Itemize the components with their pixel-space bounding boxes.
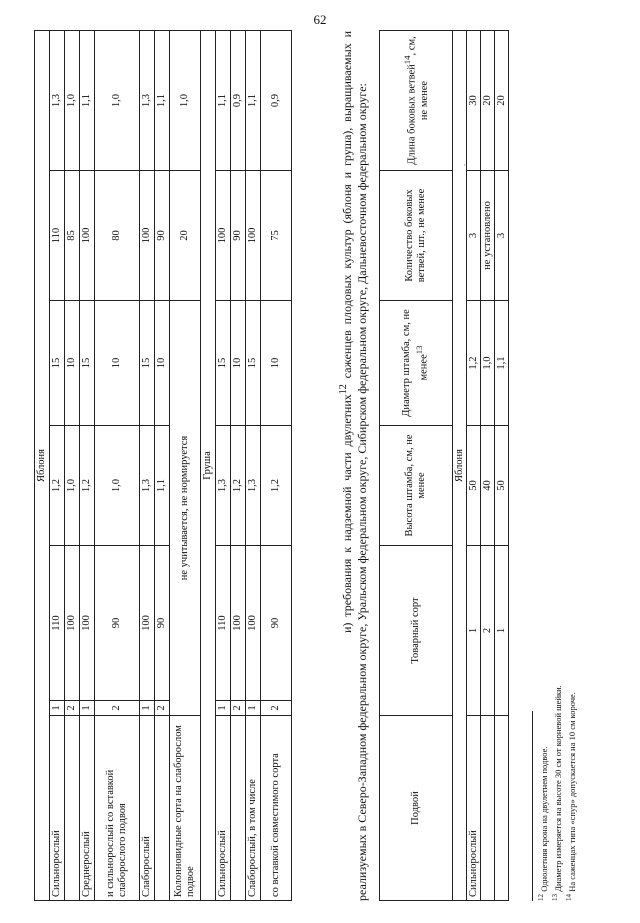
footnote-item bbox=[536, 685, 550, 901]
grade-cell: 1 bbox=[467, 546, 481, 716]
value-cell: 1,1 bbox=[155, 426, 170, 546]
scan-speck: · bbox=[463, 160, 466, 170]
section-row-apple bbox=[35, 31, 50, 901]
value-cell: 100 bbox=[246, 171, 261, 301]
rootstock-cell: со вставкой совместимого сорта bbox=[261, 716, 292, 901]
value-cell: 15 bbox=[140, 301, 155, 426]
value-cell: 1,2 bbox=[80, 426, 95, 546]
value-cell: 110 bbox=[50, 546, 65, 701]
value-cell: 3 bbox=[467, 171, 481, 301]
table-header-row bbox=[380, 31, 453, 901]
footnote-ref: 12 bbox=[338, 384, 349, 395]
rootstock-cell: Сильнорослый bbox=[216, 716, 231, 901]
value-cell: 10 bbox=[65, 301, 80, 426]
value-cell: 90 bbox=[155, 171, 170, 301]
table-row bbox=[246, 31, 261, 901]
table-row bbox=[80, 31, 95, 901]
value-cell: 85 bbox=[65, 171, 80, 301]
table-row bbox=[95, 31, 140, 901]
value-cell: 50 bbox=[467, 426, 481, 546]
table-row bbox=[495, 31, 509, 901]
value-cell: не установлено bbox=[481, 171, 495, 301]
value-cell: 1,3 bbox=[50, 31, 65, 171]
table-row bbox=[155, 31, 170, 901]
footnote-ref: 14 bbox=[402, 55, 413, 65]
table-row bbox=[481, 31, 495, 901]
rootstock-cell bbox=[481, 716, 495, 901]
col-header-branches-count: Количество боковых ветвей, шт., не менее bbox=[380, 171, 453, 301]
value-cell: 90 bbox=[231, 171, 246, 301]
grade-cell: 2 bbox=[95, 701, 140, 716]
value-cell: 90 bbox=[155, 546, 170, 701]
value-cell: 100 bbox=[231, 546, 246, 701]
section-title: Груша bbox=[201, 31, 216, 901]
value-cell: 90 bbox=[261, 546, 292, 701]
value-cell: 110 bbox=[50, 171, 65, 301]
value-cell: 15 bbox=[80, 301, 95, 426]
value-cell: 100 bbox=[140, 171, 155, 301]
footnote-item bbox=[564, 685, 578, 901]
table-row bbox=[216, 31, 231, 901]
value-cell: 10 bbox=[261, 301, 292, 426]
requirements-table bbox=[379, 30, 509, 901]
footnotes bbox=[536, 685, 577, 901]
grade-cell: 1 bbox=[80, 701, 95, 716]
table-row bbox=[261, 31, 292, 901]
rootstock-cell bbox=[495, 716, 509, 901]
col-header-rootstock: Подвой bbox=[380, 716, 453, 901]
grade-cell: 1 bbox=[50, 701, 65, 716]
value-cell: 1,0 bbox=[170, 31, 201, 171]
value-cell: 10 bbox=[231, 301, 246, 426]
value-cell: 1,1 bbox=[80, 31, 95, 171]
value-cell: 1,2 bbox=[50, 426, 65, 546]
footnote-ref: 13 bbox=[414, 345, 425, 355]
header-text: , см, не менее bbox=[406, 36, 430, 121]
grade-cell: 2 bbox=[155, 701, 170, 716]
rootstock-cell: Слаборослый bbox=[140, 716, 155, 901]
rootstock-cell bbox=[65, 716, 80, 901]
grade-cell: 1 bbox=[140, 701, 155, 716]
value-cell: 3 bbox=[495, 171, 509, 301]
header-text: Длина боковых ветвей bbox=[406, 64, 418, 165]
value-cell: 1,3 bbox=[216, 426, 231, 546]
value-cell: 1,1 bbox=[246, 31, 261, 171]
col-header-branches-length bbox=[380, 31, 453, 171]
value-cell: 0,9 bbox=[261, 31, 292, 171]
footnote-number: 13 bbox=[550, 893, 559, 901]
value-cell: 1,0 bbox=[65, 426, 80, 546]
grade-cell: 1 bbox=[495, 546, 509, 716]
value-cell: 110 bbox=[216, 546, 231, 701]
value-cell: 1,0 bbox=[95, 31, 140, 171]
value-cell: 1,1 bbox=[155, 31, 170, 171]
value-cell: 1,2 bbox=[261, 426, 292, 546]
value-cell: 100 bbox=[246, 546, 261, 701]
value-cell: 1,3 bbox=[246, 426, 261, 546]
value-cell: 100 bbox=[140, 546, 155, 701]
value-cell: 1,2 bbox=[467, 301, 481, 426]
value-cell: 30 bbox=[467, 31, 481, 171]
paragraph-text: и) требования к надземной части двулетних bbox=[340, 394, 354, 633]
section-title: Яблоня bbox=[453, 31, 467, 901]
value-cell: 1,3 bbox=[140, 31, 155, 171]
merged-note-cell: не учитывается, не нормируется bbox=[170, 301, 201, 716]
grade-cell: 1 bbox=[216, 701, 231, 716]
footnote-text: На саженцах типа «спур» допускается на 10 см короче. bbox=[566, 692, 577, 894]
footnote-number: 12 bbox=[537, 893, 545, 901]
grade-cell: 2 bbox=[261, 701, 292, 716]
col-header-grade: Товарный сорт bbox=[380, 546, 453, 716]
value-cell: 10 bbox=[155, 301, 170, 426]
value-cell: 15 bbox=[50, 301, 65, 426]
value-cell: 100 bbox=[80, 171, 95, 301]
table-row bbox=[170, 31, 201, 901]
value-cell: 1,1 bbox=[495, 301, 509, 426]
value-cell: 1,0 bbox=[65, 31, 80, 171]
col-header-diameter bbox=[380, 301, 453, 426]
section-title: Яблоня bbox=[35, 31, 50, 901]
page-number: 62 bbox=[313, 12, 327, 27]
footnote-text: Диаметр измеряется на высоте 30 см от корневой шейки. bbox=[552, 685, 563, 894]
grade-cell: 2 bbox=[65, 701, 80, 716]
value-cell: 1,0 bbox=[481, 301, 495, 426]
value-cell: 100 bbox=[216, 171, 231, 301]
value-cell: 90 bbox=[95, 546, 140, 701]
rootstock-cell: Колонновидные сорта на слаборослом подвое bbox=[170, 716, 201, 901]
section-row-pear bbox=[201, 31, 216, 901]
value-cell: 1,1 bbox=[216, 31, 231, 171]
table-row bbox=[231, 31, 246, 901]
value-cell: 1,2 bbox=[231, 426, 246, 546]
value-cell: 80 bbox=[95, 171, 140, 301]
footnote-text: Однолетняя крона на двулетнем подвое. bbox=[538, 746, 549, 894]
rootstock-cell: и сильнорослый со вставкой слаборослого подвоя bbox=[95, 716, 140, 901]
grade-cell: 2 bbox=[481, 546, 495, 716]
value-cell: 20 bbox=[495, 31, 509, 171]
header-text: Диаметр штамба, см, не менее bbox=[401, 309, 430, 417]
paragraph-requirements bbox=[336, 31, 370, 901]
rootstock-cell: Среднерослый bbox=[80, 716, 95, 901]
value-cell: 100 bbox=[80, 546, 95, 701]
footnote-number: 14 bbox=[564, 893, 573, 901]
rotated-page-content bbox=[34, 31, 620, 901]
table-continued bbox=[34, 30, 292, 901]
grade-cell: 2 bbox=[231, 701, 246, 716]
value-cell: 10 bbox=[95, 301, 140, 426]
table-row bbox=[50, 31, 65, 901]
footnote-item bbox=[550, 685, 564, 901]
rootstock-cell: Сильнорослый bbox=[50, 716, 65, 901]
value-cell: 40 bbox=[481, 426, 495, 546]
rootstock-cell bbox=[231, 716, 246, 901]
value-cell: 20 bbox=[170, 171, 201, 301]
value-cell: 15 bbox=[246, 301, 261, 426]
table-row bbox=[65, 31, 80, 901]
rootstock-cell: Слаборослый, в том числе bbox=[246, 716, 261, 901]
value-cell: 1,0 bbox=[95, 426, 140, 546]
rootstock-cell bbox=[155, 716, 170, 901]
value-cell: 75 bbox=[261, 171, 292, 301]
paragraph-text: саженцев плодовых культур (яблоня и груша), выращиваемых и реализуемых в Северо-Западном федеральном округе, Уральском федеральном округе, Сибирском федеральном округе, Дальневосточном федеральном округе: bbox=[340, 31, 369, 901]
grade-cell: 1 bbox=[246, 701, 261, 716]
value-cell: 15 bbox=[216, 301, 231, 426]
value-cell: 100 bbox=[65, 546, 80, 701]
rootstock-cell: Сильнорослый bbox=[467, 716, 481, 901]
col-header-height: Высота штамба, см, не менее bbox=[380, 426, 453, 546]
value-cell: 20 bbox=[481, 31, 495, 171]
table-row bbox=[140, 31, 155, 901]
value-cell: 0,9 bbox=[231, 31, 246, 171]
value-cell: 50 bbox=[495, 426, 509, 546]
value-cell: 1,3 bbox=[140, 426, 155, 546]
footnote-divider bbox=[532, 711, 533, 901]
table-row bbox=[467, 31, 481, 901]
